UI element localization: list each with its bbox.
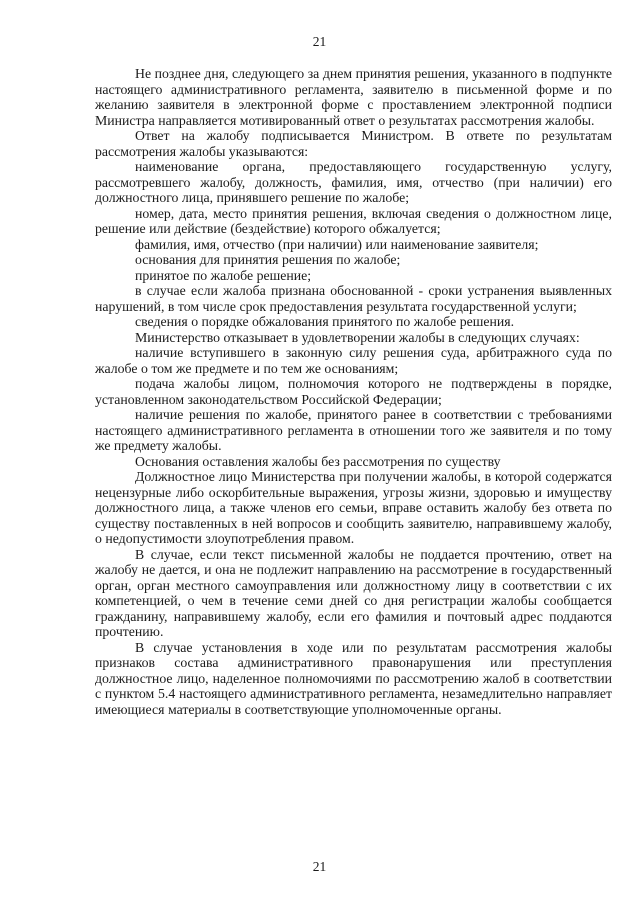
paragraph: Ответ на жалобу подписывается Министром. В ответе по результатам рассмотрения жалобы указываются:	[95, 128, 612, 159]
paragraph: сведения о порядке обжалования принятого по жалобе решения.	[135, 314, 515, 329]
paragraph: наличие решения по жалобе, принятого ранее в соответствии с требованиями настоящего административного регламента в отношении того же заявителя и по тому же предмету жалобы.	[95, 407, 612, 453]
paragraph: Должностное лицо Министерства при получении жалобы, в которой содержатся нецензурные либо оскорбительные выражения, угрозы жизни, здоровью и имуществу должностного лица, а также членов его семьи, вправе оставить жалобу без ответа по существу поставленных в ней вопросов и сообщить заявителю, направившему жалобу, о недопустимости злоупотребления правом.	[95, 469, 612, 546]
paragraph: основания для принятия решения по жалобе;	[135, 252, 401, 267]
paragraph: наличие вступившего в законную силу решения суда, арбитражного суда по жалобе о том же предмете и по тем же основаниям;	[95, 345, 612, 376]
paragraph: Министерство отказывает в удовлетворении жалобы в следующих случаях:	[135, 329, 580, 345]
document-body	[95, 66, 612, 717]
paragraph: Не позднее дня, следующего за днем принятия решения, указанного в подпункте настоящего административного регламента, заявителю в письменной форме и по желанию заявителя в электронной форме с проставлением электронной подписи Министра направляется мотивированный ответ о результатах рассмотрения жалобы.	[95, 66, 612, 128]
paragraph: принятое по жалобе решение;	[135, 267, 312, 283]
section-heading: Основания оставления жалобы без рассмотрения по существу	[135, 453, 501, 469]
paragraph: В случае установления в ходе или по результатам рассмотрения жалобы признаков состава административного правонарушения или преступления должностное лицо, наделенное полномочиями по рассмотрению жалоб в соответствии с пунктом 5.4 настоящего административного регламента, незамедлительно направляет имеющиеся материалы в соответствующие уполномоченные органы.	[95, 639, 612, 717]
paragraph: наименование органа, предоставляющего государственную услугу, рассмотревшего жалобу, должность, фамилия, имя, отчество (при наличии) его должностного лица, принявшего решение по жалобе;	[95, 159, 612, 205]
paragraph: подача жалобы лицом, полномочия которого не подтверждены в порядке, установленном законодательством Российской Федерации;	[95, 376, 612, 407]
paragraph: фамилия, имя, отчество (при наличии) или наименование заявителя;	[135, 236, 539, 252]
paragraph: номер, дата, место принятия решения, включая сведения о должностном лице, решение или действие (бездействие) которого обжалуется;	[95, 205, 612, 236]
paragraph: В случае, если текст письменной жалобы не поддается прочтению, ответ на жалобу не дается, и она не подлежит направлению на рассмотрение в государственный орган, орган местного самоуправления или должностному лицу в соответствии с их компетенцией, о чем в течение семи дней со дня регистрации жалобы сообщается гражданину, направившему жалобу, если его фамилия и почтовый адрес поддаются прочтению.	[95, 546, 612, 639]
page-number-top: 21	[312, 34, 327, 49]
paragraph: в случае если жалоба признана обоснованной - сроки устранения выявленных нарушений, в том числе срок предоставления результата государственной услуги;	[95, 283, 612, 314]
page-number-bottom: 21	[312, 859, 327, 874]
